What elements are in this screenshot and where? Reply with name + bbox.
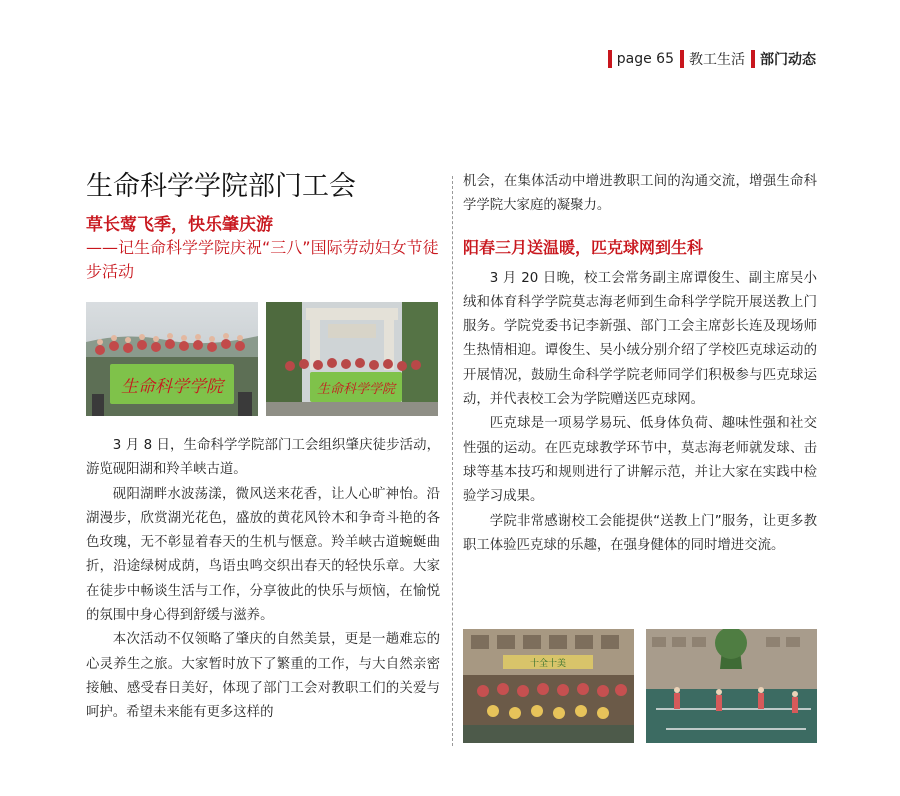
group-photo-gate (266, 302, 438, 416)
photo-image (646, 629, 817, 743)
photo-row-pickleball (463, 629, 817, 743)
paragraph-continuation: 机会，在集体活动中增进教职工间的沟通交流，增强生命科学学院大家庭的凝聚力。 (463, 174, 817, 214)
page-header (602, 48, 816, 70)
left-article-body (86, 434, 440, 726)
paragraph: 学院非常感谢校工会能提供“送教上门”服务，让更多教职工体验匹克球的乐趣，在强身健体的同时增进交流。 (463, 513, 817, 553)
section-label: 教工生活 (689, 52, 745, 68)
article-subtitle: 草长莺飞季，快乐肇庆游 (86, 215, 273, 235)
banner-text: 生命科学学院 (121, 377, 223, 397)
sign-text: 十全十美 (529, 659, 567, 669)
header-bar-icon (608, 50, 612, 68)
banner-text: 生命科学学院 (316, 382, 396, 397)
section-label-bold: 部门动态 (760, 52, 816, 68)
paragraph: 3 月 20 日晚，校工会常务副主席谭俊生、副主席吴小绒和体育科学学院莫志海老师到生命科学学院开展送教上门服务。学院党委书记李新强、部门工会主席彭长连及现场师生热情相迎。谭俊生、吴小绒分别介绍了学校匹克球运动的开展情况，鼓励生命科学学院老师同学们积极参与匹克球运动，并代表校工会为学院赠送匹克球网。 (463, 270, 817, 408)
paragraph: 本次活动不仅领略了肇庆的自然美景，更是一趟难忘的心灵养生之旅。大家暂时放下了繁重的工作，与大自然亲密接触、感受春日美好，体现了部门工会对教职工们的关爱与呵护。希望未来能有更多这样的 (86, 632, 440, 721)
group-photo-lake (86, 302, 258, 416)
right-column (463, 170, 817, 558)
photo-image (86, 302, 258, 416)
column-divider (452, 176, 453, 746)
article-subtitle-detail: ——记生命科学学院庆祝“三八”国际劳动妇女节徒步活动 (86, 238, 439, 281)
article-title: 生命科学学院部门工会 (86, 171, 356, 202)
paragraph: 3 月 8 日，生命科学学院部门工会组织肇庆徒步活动，游览砚阳湖和羚羊峡古道。 (86, 438, 440, 478)
photo-image (266, 302, 438, 416)
paragraph: 砚阳湖畔水波荡漾，微风送来花香，让人心旷神怡。沿湖漫步，欣赏湖光花色，盛放的黄花风铃木和争奇斗艳的各色玫瑰，无不彰显着春天的生机与惬意。羚羊峡古道蜿蜒曲折，沿途绿树成荫，鸟语虫鸣交织出春天的轻快乐章。大家在徒步中畅谈生活与工作，分享彼此的快乐与烦恼，在愉悦的氛围中身心得到舒缓与滋养。 (86, 486, 440, 624)
section-title: 阳春三月送温暖，匹克球网到生科 (463, 237, 704, 257)
header-bar-icon (680, 50, 684, 68)
photo-image (463, 629, 634, 743)
paragraph: 匹克球是一项易学易玩、低身体负荷、趣味性强和社交性强的运动。在匹克球教学环节中，莫志海老师就发球、击球等基本技巧和规则进行了讲解示范，并让大家在实践中检验学习成果。 (463, 416, 817, 505)
left-column-heading (86, 170, 440, 284)
photo-row-hiking (86, 302, 438, 416)
header-bar-icon (751, 50, 755, 68)
page-number: page 65 (616, 51, 674, 67)
pickleball-play-photo (646, 629, 817, 743)
group-photo-court (463, 629, 634, 743)
